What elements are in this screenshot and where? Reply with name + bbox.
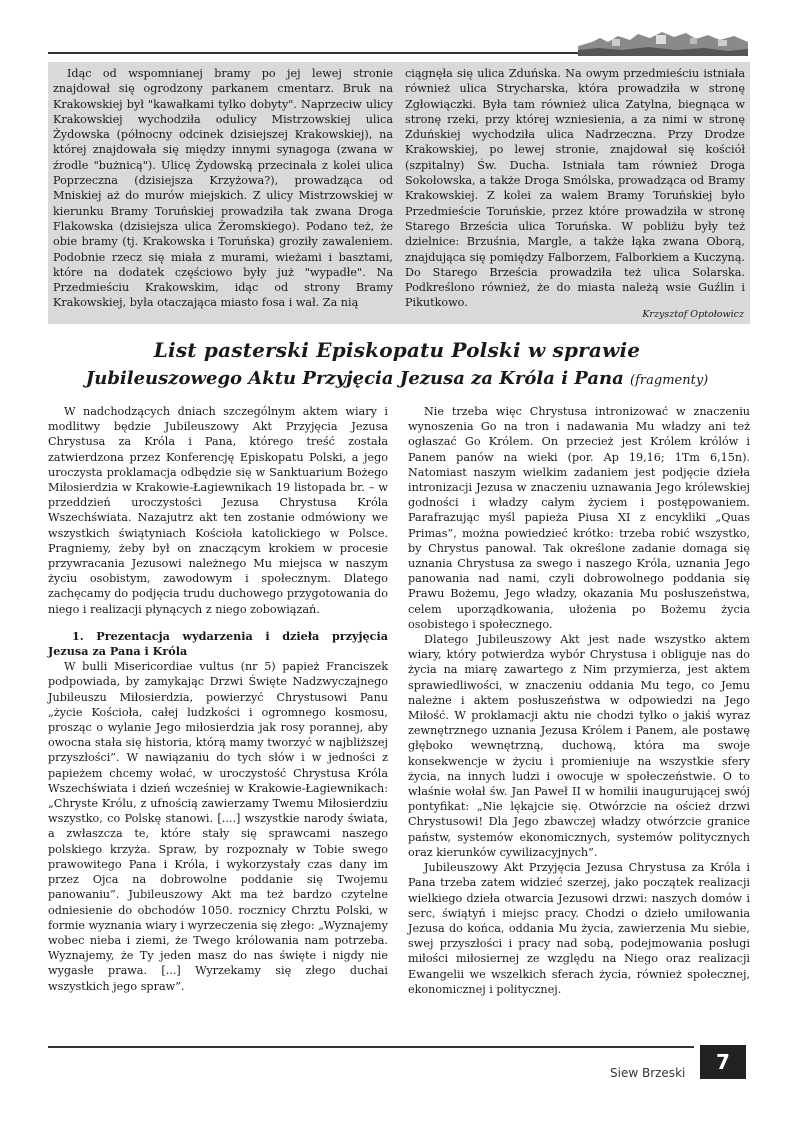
article-paragraph: Jubileuszowy Akt Przyjęcia Jezusa Chrystusa za Króla i Pana trzeba zatem widzieć szerzej, jako początek realizacji wielkiego dzieła otwarcia Jezusowi drzwi: naszych domów i serc, świątyń i miejsc pracy. Chodzi o dzieło umiłowania Jezusa do końca, oddania Mu życia, zawierzenia Mu siebie, swej przyszłości i pracy nad sobą, podejmowania posługi miłości miłosiernej ze względu na Niego oraz realizacji Ewangelii we wszelkich sferach życia, również społecznej, ekonomicznej i politycznej. (408, 861, 750, 996)
article-paragraph: W bulli Misericordiae vultus (nr 5) papież Franciszek podpowiada, by zamykając Drzwi Święte Nadzwyczajnego Jubileuszu Miłosierdzia, powierzyć Chrystusowi Panu „życie Kościoła, całej ludzkości i ogromnego kosmosu, prosząc o wylanie Jego miłosierdzia jak rosy porannej, aby owocna stała się historia, którą mamy tworzyć w najbliższej przyszłości”. W nawiązaniu do tych słów i w jedności z papieżem chcemy wołać, w uroczystość Chrystusa Króla Wszechświata i dzień wcześniej w Krakowie-Łagiewnikach: „Chryste Królu, z ufnością zawierzamy Twemu Miłosierdziu wszystko, co Polskę stanowi. [....] wszystkie narody świata, a zwłaszcza te, które stały się sprawcami naszego polskiego krzyża. Spraw, by rozpoznały w Tobie swego prawowitego Pana i Króla, i wykorzystały czas dany im przez Ojca na dobrowolne poddanie się Twojemu panowaniu”. Jubileuszowy Akt ma też bardzo czytelne odniesienie do obchodów 1050. rocznicy Chrztu Polski, w formie wyznania wiary i wyrzeczenia się złego: „Wyznajemy wobec nieba i ziemi, że Twego królowania nam potrzeba. Wyznajemy, że Ty jeden masz do nas święte i nigdy nie wygasłe prawa. [...] Wyrzekamy się złego duchai wszystkich jego spraw”. (48, 660, 388, 993)
footer-rule (48, 1046, 694, 1048)
previous-article-box (48, 62, 750, 324)
previous-article-column-right (405, 66, 745, 311)
page-number: 7 (700, 1045, 746, 1079)
article-fragment-note: (fragmenty) (630, 373, 709, 388)
article-paragraph: Nie trzeba więc Chrystusa intronizować w znaczeniu wynoszenia Go na tron i nadawania Mu władzy ani też ogłaszać Go Królem. On przecież jest Królem królów i Panem panów na wieki (por. Ap 19,16; 1Tm 6,15n). Natomiast naszym wielkim zadaniem jest podjęcie dzieła intronizacji Jezusa w znaczeniu uznawania Jego królewskiej godności i władzy całym życiem i postępowaniem. Parafrazując myśl papieża Piusa XI z encykliki „Quas Primas”, można powiedzieć krótko: trzeba robić wszystko, by Chrystus panował. Tak określone zadanie domaga się uznania Chrystusa za swego i naszego Króla, uznania Jego panowania nad nami, czyli dobrowolnego poddania się Prawu Bożemu, Jego władzy, okazania Mu posłuszeństwa, celem uporządkowania, ułożenia po Bożemu życia osobistego i społecznego. (408, 405, 750, 631)
article-paragraph: Dlatego Jubileuszowy Akt jest nade wszystko aktem wiary, który potwierdza wybór Chrystusa i obliguje nas do życia na miarę zawartego z Nim przymierza, jest aktem sprawiedliwości, w znaczeniu oddania Mu tego, co Jemu należne i aktem posłuszeństwa w odpowiedzi na Jego Miłość. W proklamacji aktu nie chodzi tylko o jakiś wyraz zewnętrznego uznania Jezusa Królem i Panem, ale postawę głęboko wewnętrzną, duchową, która ma swoje konsekwencje w życiu i promieniuje na wszystkie sfery życia, na innych ludzi i owocuje w społeczeństwie. O to właśnie wołał św. Jan Paweł II w homilii inaugurującej swój pontyfikat: „Nie lękajcie się. Otwórzcie na oścież drzwi Chrystusowi! Dla Jego zbawczej władzy otwórzcie granice państw, systemów ekonomicznych, systemów politycznych oraz kierunków cywilizacyjnych”. (408, 633, 750, 859)
previous-article-paragraph: Idąc od wspomnianej bramy po jej lewej stronie znajdował się ogrodzony parkanem cmentarz. Bruk na Krakowskiej był "kawałkami tylko dobyty". Naprzeciw ulicy Krakowskiej wychodziła odulicy Mistrzowskiej ulica Żydowska (północny odcinek dzisiejszej Krakowskiej), na której znajdowała się między innymi synagoga (zwana w źrodle "bużnicą"). Ulicę Żydowską przecinała z kolei ulica Poprzeczna (dzisiejsza Krzyżowa?), prowadząca od Mniskiej aż do murów miejskich. Z ulicy Mistrzowskiej w kierunku Bramy Toruńskiej prowadziła tak zwana Droga Flakowska (dzisiejsza ulica Żeromskiego). Podano też, że obie bramy (tj. Krakowska i Toruńska) groziły zawaleniem. Podobnie rzecz się miała z murami, wieżami i basztami, które na dodatek częściowo były już "wypadłe". Na Przedmieściu Krakowskim, idąc od strony Bramy Krakowskiej, była otaczająca miasto fosa i wał. Za nią (53, 67, 393, 310)
previous-article-paragraph: ciągnęła się ulica Zduńska. Na owym przedmieściu istniała również ulica Strycharska, która prowadziła w stronę Zgłowiączki. Była tam również ulica Zatylna, biegnąca w stronę rzeki, przy której wzniesienia, a za nimi w stronę Zduńskiej wychodziła ulica Nadrzeczna. Przy Drodze Krakowskiej, po lewej stronie, znajdował się kościół (szpitalny) Św. Ducha. Istniała tam również Droga Sokołowska, a także Droga Smólska, prowadząca od Bramy Krakowskiej. Z kolei za walem Bramy Toruńskiej było Przedmieście Toruńskie, przez które prowadziła w stronę Starego Brześcia ulica Toruńska. W pobliżu były też dzielnice: Brzuśnia, Margle, a także łąka zwana Oborą, znajdująca się pomiędzy Falborzem, Falborkiem a Kuczyną. Do Starego Brześcia prowadziła też ulica Solarska. Podkreślono również, że do miasta należą wsie Guźlin i Pikutkowo. (405, 67, 745, 310)
article-paragraph: W nadchodzących dniach szczególnym aktem wiary i modlitwy będzie Jubileuszowy Akt Przyjęcia Jezusa Chrystusa za Króla i Pana, którego treść została zatwierdzona przez Konferencję Episkopatu Polski, a jego uroczysta proklamacja odbędzie się w Sanktuarium Bożego Miłosierdzia w Krakowie-Łagiewnikach 19 listopada br. – w przeddzień uroczystości Jezusa Chrystusa Króla Wszechświata. Nazajutrz akt ten zostanie odmówiony we wszystkich świątyniach Kościoła katolickiego w Polsce. Pragniemy, żeby był on znaczącym krokiem w procesie przywracania Jezusowi należnego Mu miejsca w naszym życiu osobistym, zawodowym i społecznym. Dlatego zachęcamy do podjęcia trudu duchowego przygotowania do niego i realizacji płynących z niego zobowiązań. (48, 405, 388, 616)
article-subtitle-text: Jubileuszowego Aktu Przyjęcia Jezusa za Króla i Pana (85, 368, 624, 389)
section-heading: 1. Prezentacja wydarzenia i dzieła przyjęcia Jezusa za Pana i Króla (48, 628, 388, 659)
publication-name: Siew Brzeski (610, 1066, 686, 1080)
article-title: List pasterski Episkopatu Polski w sprawie (153, 338, 641, 362)
header-town-photo (578, 20, 748, 56)
article-column-right (408, 404, 750, 997)
article-subtitle (0, 368, 794, 389)
header-rule (48, 52, 578, 54)
article-column-left (48, 404, 388, 994)
previous-article-column-left (53, 66, 393, 311)
previous-article-author: Krzysztof Optołowicz (642, 309, 744, 320)
